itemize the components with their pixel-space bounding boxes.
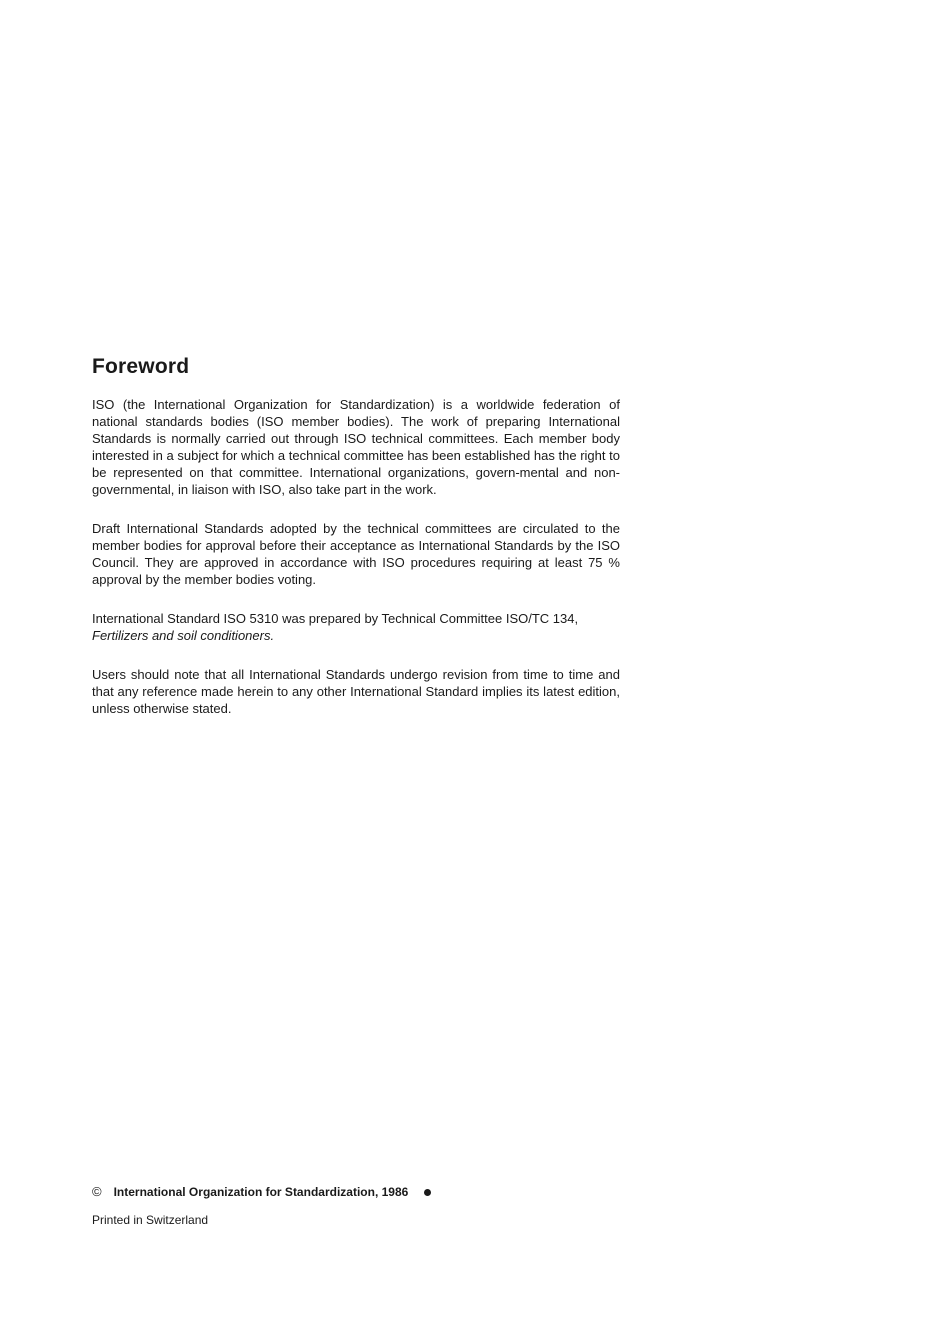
foreword-paragraph-draft: Draft International Standards adopted by the technical committees are circulated to the member bodies for approval before their acceptance as International Standards by the ISO Council. They are approved in accordance with ISO procedures requiring at least 75 % approval by the member bodies voting. [92,521,620,587]
bullet-icon [424,1189,431,1196]
committee-title: Fertilizers and soil conditioners. [92,628,275,643]
copyright-text: International Organization for Standardization, 1986 [113,1185,409,1199]
foreword-paragraph-iso: ISO (the International Organization for Standardization) is a worldwide federation of national standards bodies (ISO member bodies). The work of preparing International Standards is normally carried out through ISO technical committees. Each member body interested in a subject for which a technical committee has been established has the right to be represented on that committee. International organizations, govern-mental and non-governmental, in liaison with ISO, also take part in the work. [92,397,620,497]
foreword-paragraph-prepared [92,610,620,644]
copyright-line [92,1184,692,1200]
foreword-section [92,354,620,739]
foreword-title: Foreword [92,355,190,378]
page-footer [92,1184,692,1228]
prepared-by-text: International Standard ISO 5310 was prepared by Technical Committee ISO/TC 134, [92,611,579,626]
printed-location: Printed in Switzerland [92,1213,209,1227]
copyright-icon: © [92,1184,102,1199]
foreword-paragraph-users-note: Users should note that all International Standards undergo revision from time to time and that any reference made herein to any other International Standard implies its latest edition, unless otherwise stated. [92,667,620,716]
